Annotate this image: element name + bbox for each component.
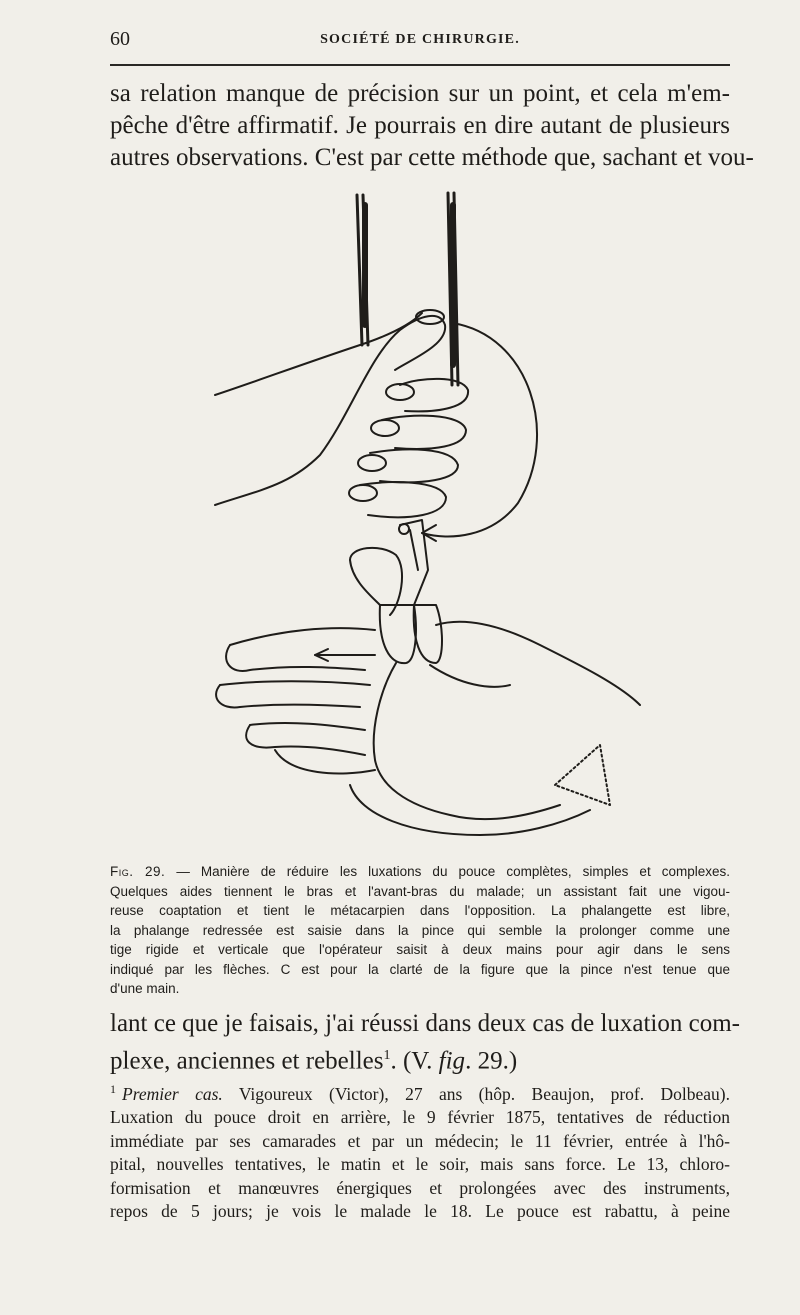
footnote-reference: 1 <box>383 1048 391 1063</box>
caption-line: d'une main. <box>110 981 180 996</box>
footnote-line: repos de 5 jours; je vois le malade le 18. Le pouce est rabattu, à peine <box>110 1201 730 1222</box>
header-rule <box>110 64 730 66</box>
footnote-line <box>110 1078 730 1106</box>
caption-line <box>110 862 730 882</box>
text-segment: . (V. <box>390 1047 439 1075</box>
figure-label: Fig. 29. <box>110 864 166 879</box>
footnote-text: Vigoureux (Victor), 27 ans (hôp. Beaujon, prof. Dolbeau). <box>222 1083 730 1104</box>
text-line: pêche d'être affirmatif. Je pourrais en dire autant de plusieurs <box>110 112 730 139</box>
running-head: SOCIÉTÉ DE CHIRURGIE. <box>320 32 520 47</box>
caption-line: tige rigide et verticale que l'opérateur saisit à deux mains pour agir dans le sens <box>110 942 730 957</box>
figure-caption <box>110 862 730 999</box>
caption-line: Quelques aides tiennent le bras et l'avant-bras du malade; un assistant fait une vigou- <box>110 883 730 899</box>
text-line: autres observations. C'est par cette méthode que, sachant et vou- <box>110 144 754 171</box>
circular-arrow <box>422 323 537 537</box>
figure-illustration <box>200 185 650 850</box>
caption-line: reuse coaptation et tient le métacarpien dans l'opposition. La phalangette est libre, <box>110 903 730 918</box>
text-segment: . 29.) <box>465 1047 518 1075</box>
text-line: lant ce que je faisais, j'ai réussi dans deux cas de luxation com- <box>110 1010 740 1037</box>
footnote <box>110 1078 730 1224</box>
text-line <box>110 1040 730 1077</box>
hand-forceps-engraving <box>200 185 650 850</box>
paragraph-top <box>110 78 754 174</box>
footnote-line: pital, nouvelles tentatives, le matin et le soir, mais sans force. Le 13, chloro- <box>110 1154 730 1175</box>
figure-reference: fig <box>438 1047 466 1075</box>
text-line: sa relation manque de précision sur un point, et cela m'em- <box>110 80 730 107</box>
caption-line: la phalange redressée est saisie dans la pince qui semble la prolonger comme une <box>110 922 730 938</box>
lower-hand-outline <box>230 628 375 645</box>
footnote-line: formisation et manœuvres énergiques et prolongées avec des instruments, <box>110 1177 730 1198</box>
footnote-line: Luxation du pouce droit en arrière, le 9 février 1875, tentatives de réduction <box>110 1107 730 1128</box>
footnote-mark: 1 <box>110 1082 116 1096</box>
page-number: 60 <box>110 28 130 50</box>
page-header <box>110 28 730 54</box>
footnote-line: immédiate par ses camarades et par un médecin; le 11 février, entrée à l'hô- <box>110 1130 730 1151</box>
text-segment: plexe, anciennes et rebelles <box>110 1047 384 1075</box>
footnote-lead: Premier cas. <box>122 1083 223 1104</box>
caption-line: indiqué par les flèches. C est pour la clarté de la figure que la pince n'est tenue que <box>110 961 730 977</box>
caption-text: — Manière de réduire les luxations du pouce complètes, simples et complexes. <box>165 864 731 879</box>
paragraph-mid <box>110 1008 740 1077</box>
